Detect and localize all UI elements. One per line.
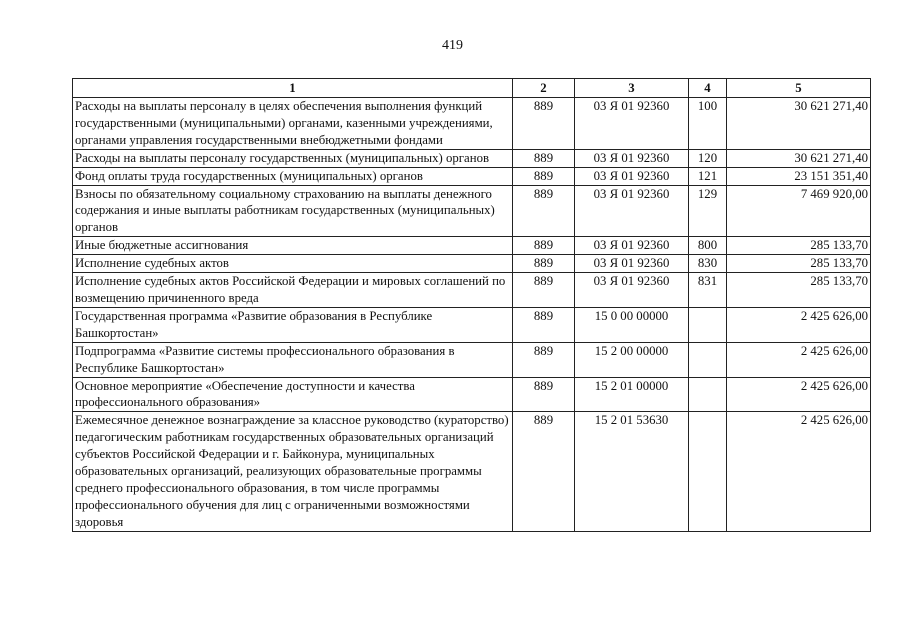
table-row <box>73 98 871 150</box>
table-body <box>73 98 871 532</box>
row-amount: 30 621 271,40 <box>727 98 871 150</box>
row-name: Расходы на выплаты персоналу государственных (муниципальных) органов <box>73 149 513 167</box>
row-article: 15 2 00 00000 <box>575 342 689 377</box>
row-code: 889 <box>513 98 575 150</box>
row-code: 889 <box>513 255 575 273</box>
header-col-1: 1 <box>73 79 513 98</box>
header-col-5: 5 <box>727 79 871 98</box>
row-name: Ежемесячное денежное вознаграждение за классное руководство (кураторство) педагогическим работникам государственных образовательных организаций субъектов Российской Федерации и г. Байконура, муниципальных образовательных организаций, реализующих образовательные программы среднего профессионального образования, в том числе программы профессионального обучения для лиц с ограниченными возможностями здоровья <box>73 412 513 531</box>
table-row <box>73 342 871 377</box>
row-article: 03 Я 01 92360 <box>575 255 689 273</box>
row-amount: 30 621 271,40 <box>727 149 871 167</box>
row-amount: 285 133,70 <box>727 255 871 273</box>
row-article: 15 2 01 53630 <box>575 412 689 531</box>
row-name: Фонд оплаты труда государственных (муниципальных) органов <box>73 167 513 185</box>
table-row <box>73 255 871 273</box>
row-amount: 2 425 626,00 <box>727 307 871 342</box>
table-row <box>73 237 871 255</box>
row-amount: 2 425 626,00 <box>727 342 871 377</box>
row-code: 889 <box>513 412 575 531</box>
row-amount: 2 425 626,00 <box>727 412 871 531</box>
row-type <box>689 412 727 531</box>
row-type <box>689 307 727 342</box>
row-article: 15 0 00 00000 <box>575 307 689 342</box>
row-code: 889 <box>513 185 575 237</box>
table-row <box>73 412 871 531</box>
row-code: 889 <box>513 307 575 342</box>
table-row <box>73 377 871 412</box>
table-row <box>73 273 871 308</box>
row-article: 03 Я 01 92360 <box>575 237 689 255</box>
row-name: Исполнение судебных актов Российской Федерации и мировых соглашений по возмещению причиненного вреда <box>73 273 513 308</box>
row-amount: 23 151 351,40 <box>727 167 871 185</box>
table-row <box>73 185 871 237</box>
row-name: Основное мероприятие «Обеспечение доступности и качества профессионального образования» <box>73 377 513 412</box>
row-code: 889 <box>513 377 575 412</box>
row-name: Государственная программа «Развитие образования в Республике Башкортостан» <box>73 307 513 342</box>
row-type <box>689 377 727 412</box>
row-code: 889 <box>513 167 575 185</box>
header-col-2: 2 <box>513 79 575 98</box>
row-name: Расходы на выплаты персоналу в целях обеспечения выполнения функций государственными (муниципальными) органами, казенными учреждениями, органами управления государственными внебюджетными фондами <box>73 98 513 150</box>
row-article: 03 Я 01 92360 <box>575 273 689 308</box>
row-code: 889 <box>513 149 575 167</box>
row-article: 03 Я 01 92360 <box>575 98 689 150</box>
row-article: 15 2 01 00000 <box>575 377 689 412</box>
row-type: 100 <box>689 98 727 150</box>
budget-table <box>72 78 871 532</box>
table-row <box>73 149 871 167</box>
table-row <box>73 307 871 342</box>
row-type: 800 <box>689 237 727 255</box>
row-type: 120 <box>689 149 727 167</box>
row-code: 889 <box>513 342 575 377</box>
row-code: 889 <box>513 273 575 308</box>
row-name: Взносы по обязательному социальному страхованию на выплаты денежного содержания и иные выплаты работникам государственных (муниципальных) органов <box>73 185 513 237</box>
row-amount: 2 425 626,00 <box>727 377 871 412</box>
row-name: Исполнение судебных актов <box>73 255 513 273</box>
row-amount: 285 133,70 <box>727 273 871 308</box>
row-type: 830 <box>689 255 727 273</box>
header-col-3: 3 <box>575 79 689 98</box>
row-amount: 7 469 920,00 <box>727 185 871 237</box>
row-article: 03 Я 01 92360 <box>575 185 689 237</box>
row-article: 03 Я 01 92360 <box>575 167 689 185</box>
row-type: 129 <box>689 185 727 237</box>
row-amount: 285 133,70 <box>727 237 871 255</box>
page-number: 419 <box>442 38 463 53</box>
row-type <box>689 342 727 377</box>
row-name: Подпрограмма «Развитие системы профессионального образования в Республике Башкортостан» <box>73 342 513 377</box>
row-type: 831 <box>689 273 727 308</box>
row-name: Иные бюджетные ассигнования <box>73 237 513 255</box>
header-col-4: 4 <box>689 79 727 98</box>
table-row <box>73 167 871 185</box>
row-code: 889 <box>513 237 575 255</box>
row-article: 03 Я 01 92360 <box>575 149 689 167</box>
row-type: 121 <box>689 167 727 185</box>
header-row <box>73 79 871 98</box>
